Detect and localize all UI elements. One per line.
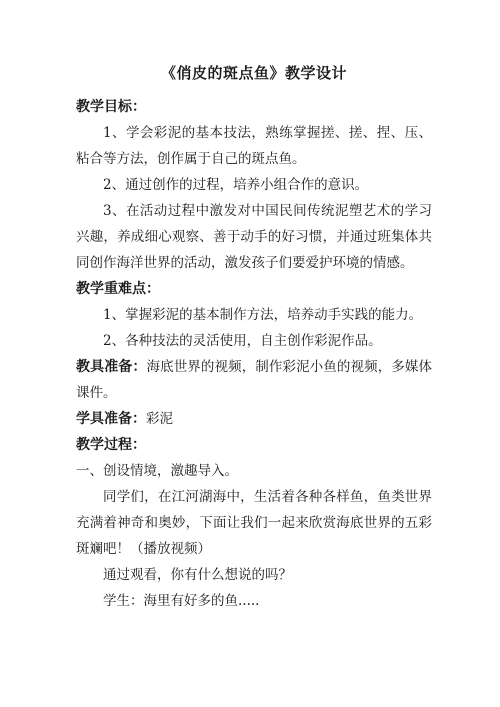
student-tools-text: 彩泥 <box>146 411 173 427</box>
student-tools-label: 学具准备： <box>76 411 146 427</box>
objective-item-2: 2、通过创作的过程，培养小组合作的意识。 <box>103 177 369 193</box>
teaching-tools-text: 海底世界的视频，制作彩泥小鱼的视频，多媒体课件。 <box>76 359 432 401</box>
process-paragraph-3: 学生：海里有好多的鱼..... <box>103 593 260 609</box>
process-paragraph-2: 通过观看，你有什么想说的吗？ <box>103 567 292 583</box>
key-point-item-1: 1、掌握彩泥的基本制作方法，培养动手实践的能力。 <box>103 307 423 323</box>
teaching-tools-line <box>76 354 432 406</box>
document-title: 《俏皮的斑点鱼》教学设计 <box>160 64 347 82</box>
key-points-section <box>76 276 432 354</box>
key-points-heading: 教学重难点： <box>76 281 160 297</box>
teaching-tools-label: 教具准备： <box>76 359 147 375</box>
process-step-1: 一、创设情境，激趣导入。 <box>76 463 238 479</box>
objective-item-3: 3、在活动过程中激发对中国民间传统泥塑艺术的学习兴趣，养成细心观察、善于动手的好习惯，并通过班集体共同创作海洋世界的活动，激发孩子们要爱护环境的情感。 <box>76 203 432 271</box>
objectives-section <box>76 94 432 276</box>
process-section <box>76 432 432 614</box>
process-heading: 教学过程： <box>76 437 146 453</box>
key-point-item-2: 2、各种技法的灵活使用，自主创作彩泥作品。 <box>103 333 382 349</box>
process-paragraph-1: 同学们，在江河湖海中，生活着各种各样鱼，鱼类世界充满着神奇和奥妙，下面让我们一起来欣赏海底世界的五彩斑斓吧！（播放视频） <box>76 489 432 557</box>
objective-item-1: 1、学会彩泥的基本技法，熟练掌握搓、搓、捏、压、粘合等方法，创作属于自己的斑点鱼。 <box>76 125 432 167</box>
objectives-heading: 教学目标： <box>76 99 146 115</box>
student-tools-line <box>76 406 432 432</box>
